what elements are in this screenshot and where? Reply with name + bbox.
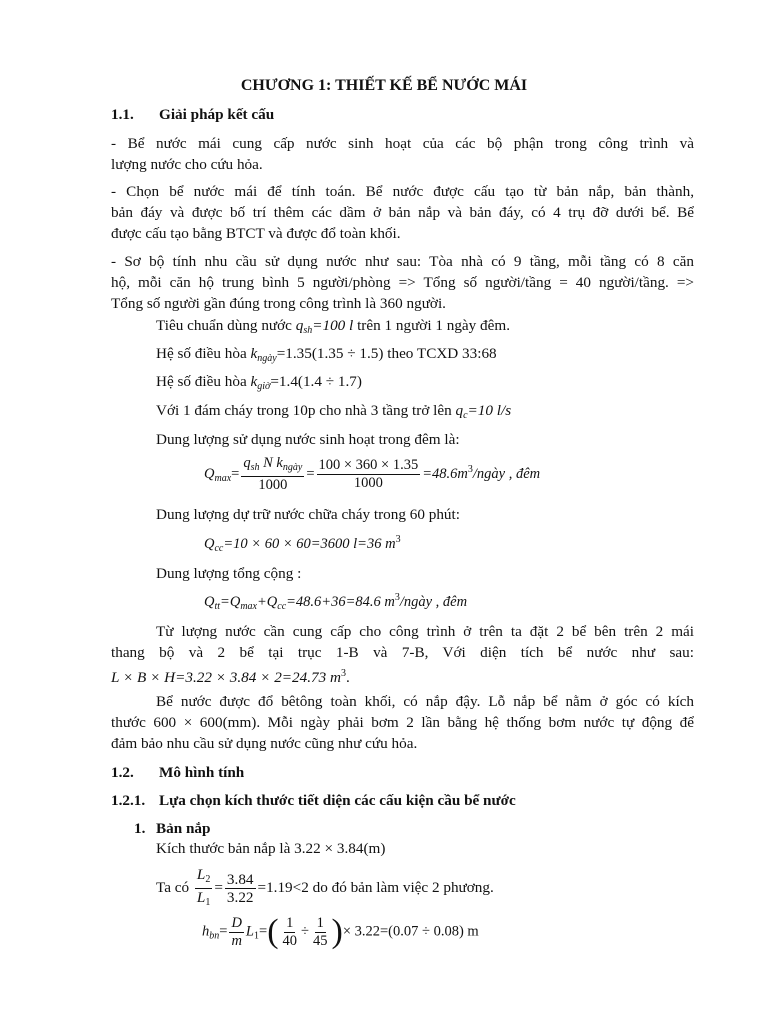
math-symbol: D [231,914,242,931]
math-sub: sh [250,462,260,473]
math-symbol: L [196,866,206,883]
paragraph-line: được cấu tạo bằng BTCT và được đổ toàn khối. [111,225,401,242]
math-value: =1.35(1.35 ÷ 1.5) [276,345,384,362]
fire-flow-line [156,401,739,426]
math-sub: ngày [257,353,277,364]
paragraph-line: Dung lượng tổng cộng : [156,565,302,582]
math-value: 3.22 × 3.84(m) [294,840,386,857]
fraction [225,871,256,906]
equation-ratio: Ta có $\frac{L_2}{L_1}$ = $\frac{3.84}{3.22}$ =1.19<2 do đó bản làm việc 2 phương. [156,866,494,911]
math-unit: /ngày , đêm [399,594,468,610]
math-value: 45 [312,932,328,949]
math-sub: tt [214,601,221,612]
text: Hệ số điều hòa [156,345,251,362]
paragraph-line: - Sơ bộ tính nhu cầu sử dụng nước như sau: Tòa nhà có 9 tầng, mỗi tầng có 8 căn [111,253,694,270]
chapter-title: CHƯƠNG 1: THIẾT KẾ BỂ NƯỚC MÁI [240,77,528,94]
math-symbol: Q [204,536,215,552]
paragraph-line: Từ lượng nước cần cung cấp cho công trình ở trên ta đặt 2 bể bên trên 2 mái [156,623,694,640]
math-symbol: L [196,889,206,906]
text: Tiêu chuẩn dùng nước [156,317,296,334]
math-value: 100 × 360 × 1.35 [318,457,419,473]
math-sub: cc [214,543,224,554]
section-title: Lựa chọn kích thước tiết diện các cấu kiện cầu bể nước [159,792,516,809]
math-value: =1.4(1.4 ÷ 1.7) [270,373,362,390]
math-value: 3.84 [226,871,254,888]
equation-qtt [204,592,467,612]
math-sub: 2 [205,874,211,885]
equation-hbn: $h_{bn}=$ $\frac{D}{m}$ $L_1=$( $\frac{1}{40}$ ÷ $\frac{1}{45}$ )× 3.22=(0.07 ÷ 0.08) m [202,913,479,950]
math-sup: 3 [467,463,473,475]
paragraph-line: Dung lượng sử dụng nước sinh hoạt trong đêm là: [156,431,460,448]
math-sub: ngày [282,462,303,473]
daily-coefficient-line [156,344,739,369]
section-title: Mô hình tính [159,764,245,781]
paragraph-line: lượng nước cho cứu hỏa. [111,156,263,173]
paragraph-line: bản đáy và được bố trí thêm các dầm ở bản nắp và bản đáy, có 4 trụ đỡ dưới bể. Bể [111,204,694,221]
equation-qcc [204,534,401,554]
paragraph-line: Bể nước được đổ bêtông toàn khối, có nắp đậy. Lỗ nắp bể nằm ở góc có kích [156,693,694,710]
fraction [311,915,330,950]
math-symbol: m [231,932,242,949]
equation-qmax: $Q_{max}=$ $\frac{q_{sh} N k_{ngày}}{1000}$ = $\frac{100 \times 360 \times 1.35}{1000}$ $=48.6m^3$/ngày , đêm [204,455,541,493]
math-sup: 3 [340,668,346,679]
math-value: =48.6+36=84.6 m [286,594,395,610]
text: Hệ số điều hòa [156,373,251,390]
math-value: 1 [286,914,294,931]
volume-equation [111,664,694,688]
math-sub: max [240,601,257,612]
section-heading-1-2-1 [111,791,694,811]
math-symbol: +Q [256,594,278,610]
math-value: 40 [282,932,298,949]
math-sub: 1 [254,930,259,942]
text: do đó bản làm việc 2 phương. [308,878,494,896]
fraction [195,866,212,911]
paragraph-line: - Chọn bể nước mái để tính toán. Bể nước được cấu tạo từ bản nắp, bản thành, [111,183,694,200]
math-value: 1000 [258,477,288,493]
math-operator: ÷ [301,923,309,940]
fraction [229,915,243,950]
math-symbol: q [243,455,251,471]
math-sub: max [214,472,232,484]
section-heading-1-1 [111,105,694,125]
math-sub: cc [277,601,287,612]
math-symbol: Q [204,594,215,610]
paragraph-line: - Bể nước mái cung cấp nước sinh hoạt của các bộ phận trong công trình và [111,135,694,152]
math-sub: c [463,410,468,421]
paragraph-line: thước 600 × 600(mm). Mỗi ngày phải bơm 2 lần bằng hệ thống bơm nước tự động để [111,714,694,731]
text: Kích thước bản nắp là [156,840,295,857]
math-value: =1.19<2 [257,878,309,896]
math-value: =48.6m [422,465,468,482]
text: Với 1 đám cháy trong 10p cho nhà 3 tầng trở lên [156,402,456,419]
math-sub: 1 [205,897,211,908]
water-standard-line [156,316,739,341]
math-sub: giờ [257,381,271,392]
math-value: L × B × H=3.22 × 3.84 × 2=24.73 m [111,669,341,686]
math-symbol: =Q [220,594,241,610]
math-symbol: N k [259,455,283,471]
paragraph-line: Dung lượng dự trữ nước chữa cháy trong 60 phút: [156,506,460,523]
math-symbol: q [295,317,304,334]
text: theo TCXD 33:68 [383,345,497,362]
lid-size-line [156,839,739,859]
text: . [345,669,350,686]
math-symbol: k [250,345,258,362]
math-value: 1000 [353,475,383,491]
math-sup: 3 [394,592,400,603]
section-number: 1.2. [111,764,134,781]
math-value: =10 × 60 × 60=3600 l=36 m [223,536,396,552]
math-value: × 3.22=(0.07 ÷ 0.08) m [342,923,479,940]
paragraph-line: hộ, mỗi căn hộ trung bình 5 người/phòng => Tổng số người/tầng = 40 người/tầng. => [111,274,694,291]
text: Ta có [156,878,193,896]
section-number: 1.2.1. [111,792,146,809]
math-value: 1 [316,914,324,931]
paragraph-line: Tổng số người gần đúng trong công trình là 360 người. [111,295,446,312]
math-value: =100 l [312,317,354,334]
section-heading-1-2 [111,763,694,783]
section-title: Giải pháp kết cấu [159,106,275,123]
left-paren: ( [267,913,279,950]
paragraph-line: thang bộ và 2 bể tại trục 1-B và 7-B, Với diện tích bể nước như sau: [111,644,694,661]
math-value: 3.22 [226,889,254,906]
math-value: =10 l/s [467,402,512,419]
item-title: Bản nắp [156,820,211,837]
math-sup: 3 [395,534,401,545]
list-item-heading [134,819,717,839]
math-symbol: L [245,923,254,940]
hourly-coefficient-line [156,372,739,397]
fraction [281,915,300,950]
math-symbol: q [455,402,464,419]
math-unit: /ngày , đêm [472,465,541,482]
math-symbol: h [202,923,210,940]
math-sub: bn [209,930,220,942]
text: trên 1 người 1 ngày đêm. [353,317,510,334]
section-number: 1.1. [111,106,134,123]
fraction [241,455,304,494]
math-symbol: Q [204,465,215,482]
right-paren: ) [331,913,343,950]
fraction [317,457,421,492]
math-sub: sh [303,325,313,336]
math-symbol: k [250,373,258,390]
item-number: 1. [134,820,146,837]
paragraph-line: đảm bảo nhu cầu sử dụng nước cũng như cứu hỏa. [111,735,418,752]
